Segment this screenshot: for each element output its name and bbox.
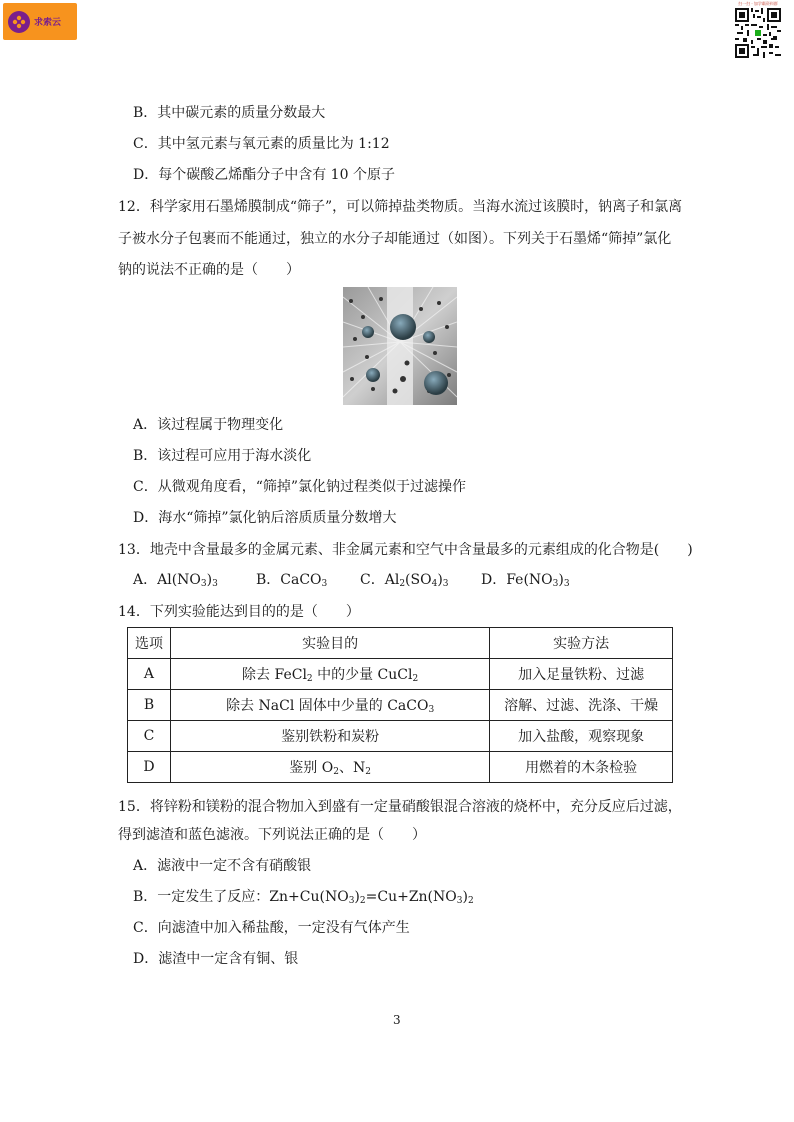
table-row xyxy=(128,659,673,690)
row-method: 溶解、过滤、洗涤、干燥 xyxy=(490,690,673,721)
table-row xyxy=(128,721,673,752)
qr-caption: 扫一扫 · 加学霸资料群 xyxy=(738,1,778,6)
table-header-option: 选项 xyxy=(128,628,171,659)
q12-stem-line-2: 子被水分子包裹而不能通过，独立的水分子却能通过（如图）。下列关于石墨烯“筛掉”氯化 xyxy=(118,231,672,247)
q14-stem: 14．下列实验能达到目的的是（ ） xyxy=(118,604,360,620)
q13-stem: 13．地壳中含量最多的金属元素、非金属元素和空气中含量最多的元素组成的化合物是( ) xyxy=(118,542,693,558)
q12-option-b: B．该过程可应用于海水淡化 xyxy=(133,448,312,464)
table-header-goal: 实验目的 xyxy=(170,628,489,659)
q15-option-b: B．一定发生了反应：$Zn+Cu(NO_3)_2=Cu+Zn(NO_3)_2$ xyxy=(133,889,474,906)
row-goal: 鉴别 $O_2$、$N_2$ xyxy=(170,752,489,783)
q12-option-d: D．海水“筛掉”氯化钠后溶质质量分数增大 xyxy=(133,510,397,526)
row-option: B xyxy=(128,690,171,721)
q14-experiment-table xyxy=(127,627,673,783)
qr-code-icon xyxy=(735,8,781,58)
q13-option-d: D．$Fe(NO_3)_3$ xyxy=(481,572,570,589)
q11-option-b: B．其中碳元素的质量分数最大 xyxy=(133,105,326,121)
q13-option-c: C．$Al_2(SO_4)_3$ xyxy=(360,572,449,589)
q12-stem-line-3: 钠的说法不正确的是（ ） xyxy=(118,262,300,278)
q11-option-c: C．其中氢元素与氧元素的质量比为 1:12 xyxy=(133,136,390,152)
q15-stem-line-2: 得到滤渣和蓝色滤液。下列说法正确的是（ ） xyxy=(118,827,426,843)
row-method: 加入盐酸，观察现象 xyxy=(490,721,673,752)
q11-option-d: D．每个碳酸乙烯酯分子中含有 10 个原子 xyxy=(133,167,395,183)
q15-option-a: A．滤液中一定不含有硝酸银 xyxy=(133,858,312,874)
row-option: C xyxy=(128,721,171,752)
brand-logo xyxy=(3,3,77,40)
page-number: 3 xyxy=(393,1013,401,1027)
row-goal: 除去 FeCl$_2$ 中的少量 CuCl$_2$ xyxy=(170,659,489,690)
q13-option-b: B．CaCO$_3$ xyxy=(256,572,328,589)
q15-stem-line-1: 15．将锌粉和镁粉的混合物加入到盛有一定量硝酸银混合溶液的烧杯中，充分反应后过滤， xyxy=(118,799,682,815)
q12-option-c: C．从微观角度看，“筛掉”氯化钠过程类似于过滤操作 xyxy=(133,479,467,495)
q13-option-a: A．$Al(NO_3)_3$ xyxy=(133,572,218,589)
q15-option-d: D．滤渣中一定含有铜、银 xyxy=(133,951,299,967)
q12-stem-line-1: 12．科学家用石墨烯膜制成“筛子”，可以筛掉盐类物质。当海水流过该膜时，钠离子和氯离 xyxy=(118,199,683,215)
row-option: A xyxy=(128,659,171,690)
table-row xyxy=(128,690,673,721)
row-method: 用燃着的木条检验 xyxy=(490,752,673,783)
logo-text: 求索云 xyxy=(34,18,62,28)
row-goal: 除去 NaCl 固体中少量的 CaCO$_3$ xyxy=(170,690,489,721)
table-header-row xyxy=(128,628,673,659)
table-row xyxy=(128,752,673,783)
logo-mark-icon xyxy=(8,11,30,33)
graphene-membrane-image xyxy=(343,287,457,405)
row-method: 加入足量铁粉、过滤 xyxy=(490,659,673,690)
q12-option-a: A．该过程属于物理变化 xyxy=(133,417,284,433)
row-option: D xyxy=(128,752,171,783)
row-goal: 鉴别铁粉和炭粉 xyxy=(170,721,489,752)
table-header-method: 实验方法 xyxy=(490,628,673,659)
q15-option-c: C．向滤渣中加入稀盐酸，一定没有气体产生 xyxy=(133,920,410,936)
